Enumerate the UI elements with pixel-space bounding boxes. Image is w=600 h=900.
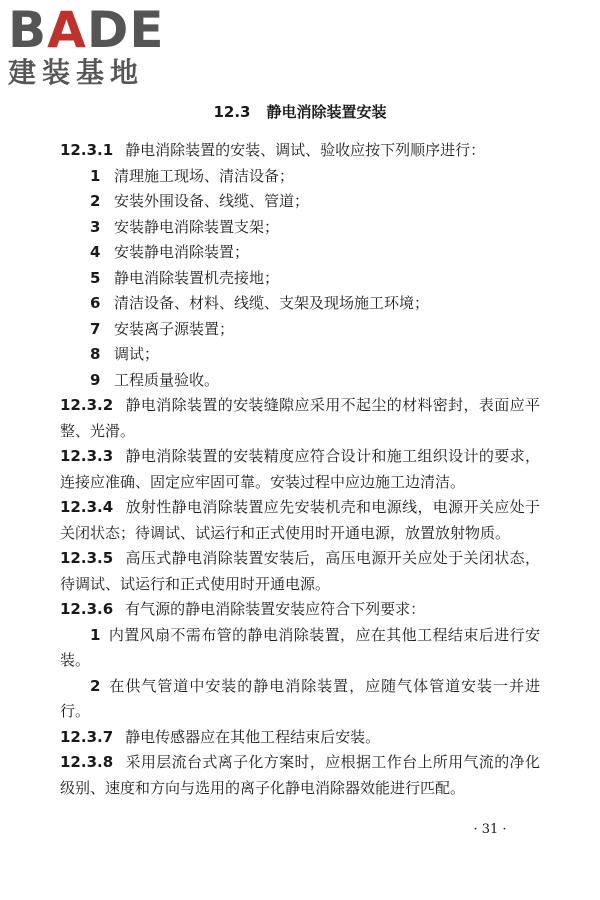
step-item — [60, 215, 540, 241]
clause-text: 静电消除装置的安装缝隙应采用不起尘的材料密封，表面应平整、光滑。 — [60, 396, 540, 440]
step-item — [60, 317, 540, 343]
step-number: 6 — [90, 294, 101, 312]
clause-text: 静电传感器应在其他工程结束后安装。 — [125, 727, 381, 746]
step-number: 7 — [90, 319, 101, 338]
step-item — [60, 342, 540, 368]
clause-number: 12.3.4 — [60, 498, 114, 516]
step-text: 清理施工现场、清洁设备； — [114, 166, 295, 185]
section-title: 静电消除装置安装 — [266, 103, 387, 121]
clause-12-3-7 — [60, 725, 540, 751]
clause-text: 静电消除装置的安装精度应符合设计和施工组织设计的要求，连接应准确、固定应牢固可靠。安装过程中应边施工边清洁。 — [60, 447, 540, 491]
step-text: 静电消除装置机壳接地； — [114, 268, 280, 287]
step-text: 清洁设备、材料、线缆、支架及现场施工环境； — [114, 294, 430, 312]
step-text: 安装外围设备、线缆、管道； — [114, 192, 310, 210]
step-text: 安装静电消除装置； — [114, 243, 250, 261]
clause-text: 高压式静电消除装置安装后，高压电源开关应处于关闭状态，待调试、试运行和正式使用时开通电源。 — [60, 549, 540, 593]
clause-number: 12.3.1 — [60, 141, 114, 159]
step-number: 2 — [90, 192, 101, 210]
clause-12-3-8 — [60, 750, 540, 801]
sub-item — [60, 674, 540, 725]
clause-number: 12.3.7 — [60, 727, 114, 746]
clause-number: 12.3.5 — [60, 549, 114, 567]
step-item — [60, 291, 540, 317]
sub-item-text: 在供气管道中安装的静电消除装置，应随气体管道安装一并进行。 — [60, 676, 540, 720]
step-item — [60, 368, 540, 394]
clause-12-3-4 — [60, 495, 540, 546]
step-item — [60, 240, 540, 266]
step-item — [60, 164, 540, 190]
clause-text: 放射性静电消除装置应先安装机壳和电源线，电源开关应处于关闭状态；待调试、试运行和正式使用时开通电源，放置放射物质。 — [60, 498, 540, 542]
clause-text: 有气源的静电消除装置安装应符合下列要求： — [125, 600, 426, 618]
clause-12-3-1 — [60, 138, 540, 164]
step-text: 安装静电消除装置支架； — [114, 217, 280, 236]
step-number: 3 — [90, 217, 101, 236]
section-heading — [0, 102, 600, 122]
step-text: 工程质量验收。 — [114, 370, 220, 389]
brand-logo — [8, 1, 178, 90]
sub-item — [60, 623, 540, 674]
step-number: 5 — [90, 268, 101, 287]
step-text: 调试； — [114, 345, 160, 363]
clause-number: 12.3.6 — [60, 600, 114, 618]
logo-letter-b: B — [8, 1, 48, 59]
step-item — [60, 266, 540, 292]
step-text: 安装离子源装置； — [114, 319, 235, 338]
clause-number: 12.3.8 — [60, 753, 114, 771]
logo-letter-a-accent: A — [47, 1, 87, 59]
sub-item-number: 2 — [90, 676, 101, 695]
step-number: 1 — [90, 166, 101, 185]
logo-wordmark — [8, 1, 178, 59]
clause-12-3-2 — [60, 393, 540, 444]
sub-item-text: 内置风扇不需布管的静电消除装置，应在其他工程结束后进行安装。 — [60, 625, 540, 669]
step-number: 4 — [90, 243, 101, 261]
sub-item-number: 1 — [90, 625, 101, 644]
clause-number: 12.3.3 — [60, 447, 114, 465]
logo-letters-de: DE — [86, 1, 165, 59]
section-number: 12.3 — [213, 103, 251, 121]
page-number: · 31 · — [473, 822, 507, 837]
logo-subtitle: 建装基地 — [8, 56, 145, 89]
clause-text: 采用层流台式离子化方案时，应根据工作台上所用气流的净化级别、速度和方向与选用的离子化静电消除器效能进行匹配。 — [60, 753, 540, 797]
clause-12-3-6 — [60, 597, 540, 623]
clause-number: 12.3.2 — [60, 396, 114, 414]
step-number: 9 — [90, 370, 101, 389]
step-number: 8 — [90, 345, 101, 363]
document-body — [60, 138, 540, 801]
step-item — [60, 189, 540, 215]
clause-12-3-5 — [60, 546, 540, 597]
clause-12-3-3 — [60, 444, 540, 495]
clause-text: 静电消除装置的安装、调试、验收应按下列顺序进行： — [125, 141, 486, 159]
